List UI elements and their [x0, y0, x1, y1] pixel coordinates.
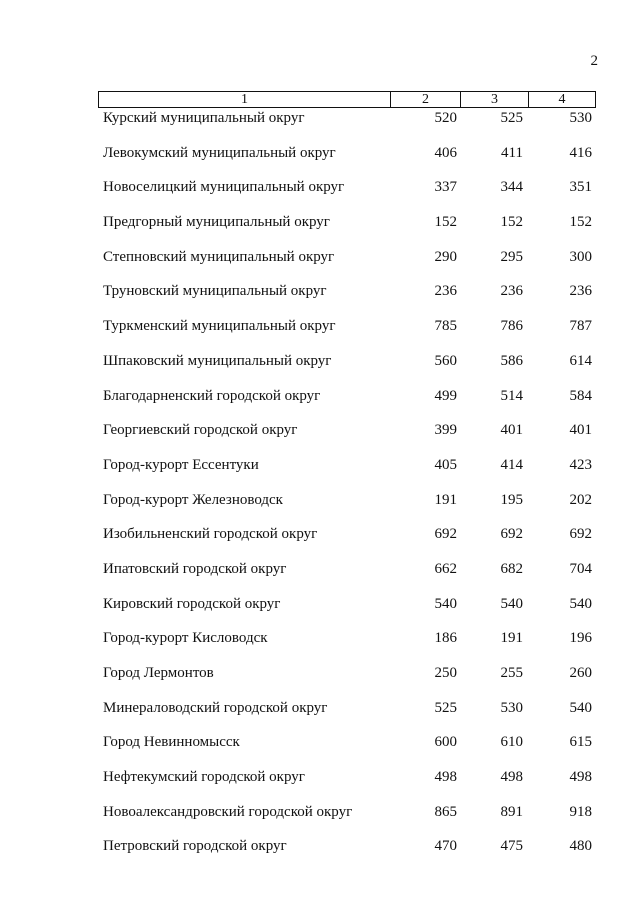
cell-col-4: 787: [569, 318, 592, 335]
cell-col-2: 662: [434, 560, 457, 577]
cell-col-4: 480: [569, 838, 592, 855]
row-name: Ипатовский городской округ: [103, 560, 287, 577]
cell-col-3: 475: [500, 838, 523, 855]
cell-col-4: 540: [569, 699, 592, 716]
cell-col-2: 337: [434, 179, 457, 196]
cell-col-4: 692: [569, 526, 592, 543]
row-name: Город Лермонтов: [103, 665, 214, 681]
row-name: Новоселицкий муниципальный округ: [103, 179, 345, 196]
cell-col-4: 236: [569, 283, 592, 300]
table-row: [0, 561, 640, 596]
cell-col-3: 195: [500, 491, 523, 508]
cell-col-2: 865: [434, 803, 457, 820]
row-name: Петровский городской округ: [103, 838, 287, 855]
cell-col-2: 499: [434, 387, 457, 404]
cell-col-4: 584: [569, 387, 592, 404]
row-name: Изобильненский городской округ: [103, 526, 318, 543]
table-header: [98, 91, 596, 108]
cell-col-4: 152: [569, 214, 592, 231]
table-row: [0, 700, 640, 735]
cell-col-4: 530: [569, 110, 592, 126]
cell-col-2: 236: [434, 283, 457, 300]
cell-col-3: 344: [500, 179, 523, 196]
cell-col-3: 401: [500, 422, 523, 439]
row-name: Левокумский муниципальный округ: [103, 144, 336, 161]
cell-col-2: 152: [434, 214, 457, 231]
table-row: [0, 457, 640, 492]
row-name: Шпаковский муниципальный округ: [103, 352, 332, 369]
row-name: Новоалександровский городской округ: [103, 803, 353, 820]
cell-col-4: 351: [569, 179, 592, 196]
cell-col-3: 152: [500, 214, 523, 231]
cell-col-4: 614: [569, 352, 592, 369]
cell-col-2: 399: [434, 422, 457, 439]
cell-col-2: 186: [434, 630, 457, 647]
cell-col-2: 525: [434, 699, 457, 716]
header-col-1: 1: [99, 92, 391, 107]
cell-col-3: 414: [500, 456, 523, 473]
row-name: Город Невинномысск: [103, 734, 240, 751]
table-row: [0, 492, 640, 527]
cell-col-4: 704: [569, 560, 592, 577]
table-row: [0, 388, 640, 423]
cell-col-4: 615: [569, 734, 592, 751]
cell-col-3: 692: [500, 526, 523, 543]
cell-col-4: 401: [569, 422, 592, 439]
cell-col-3: 540: [500, 595, 523, 612]
cell-col-2: 406: [434, 144, 457, 161]
cell-col-3: 514: [500, 387, 523, 404]
cell-col-4: 498: [569, 769, 592, 786]
cell-col-2: 470: [434, 838, 457, 855]
cell-col-2: 290: [434, 248, 457, 265]
row-name: Город-курорт Ессентуки: [103, 456, 259, 473]
cell-col-3: 411: [501, 144, 523, 161]
cell-col-3: 530: [500, 699, 523, 716]
cell-col-2: 498: [434, 769, 457, 786]
table-row: [0, 145, 640, 180]
row-name: Туркменский муниципальный округ: [103, 318, 336, 335]
cell-col-4: 423: [569, 456, 592, 473]
cell-col-2: 785: [434, 318, 457, 335]
row-name: Степновский муниципальный округ: [103, 248, 335, 265]
table-row: [0, 804, 640, 839]
cell-col-3: 255: [500, 665, 523, 681]
table-row: [0, 353, 640, 388]
cell-col-4: 416: [569, 144, 592, 161]
cell-col-4: 196: [569, 630, 592, 647]
row-name: Благодарненский городской округ: [103, 387, 321, 404]
table-row: [0, 110, 640, 145]
table-row: [0, 179, 640, 214]
cell-col-4: 918: [569, 803, 592, 820]
row-name: Город-курорт Железноводск: [103, 491, 283, 508]
header-col-2: 2: [391, 92, 461, 107]
cell-col-3: 786: [500, 318, 523, 335]
cell-col-4: 260: [569, 665, 592, 681]
cell-col-3: 891: [500, 803, 523, 820]
cell-col-2: 250: [434, 665, 457, 681]
row-name: Кировский городской округ: [103, 595, 281, 612]
header-col-4: 4: [558, 92, 566, 107]
cell-col-2: 692: [434, 526, 457, 543]
table-body: [0, 110, 640, 873]
table-row: [0, 665, 640, 700]
table-row: [0, 526, 640, 561]
table-row: [0, 318, 640, 353]
cell-col-4: 202: [569, 491, 592, 508]
page-number: 2: [590, 53, 598, 69]
row-name: Нефтекумский городской округ: [103, 769, 305, 786]
table-row: [0, 283, 640, 318]
table-row: [0, 630, 640, 665]
table-row: [0, 596, 640, 631]
table-row: [0, 422, 640, 457]
cell-col-2: 560: [434, 352, 457, 369]
cell-col-2: 520: [434, 110, 457, 126]
row-name: Минераловодский городской округ: [103, 699, 328, 716]
cell-col-3: 498: [500, 769, 523, 786]
row-name: Курский муниципальный округ: [103, 110, 305, 126]
cell-col-3: 236: [500, 283, 523, 300]
header-col-3: 3: [461, 92, 529, 107]
row-name: Георгиевский городской округ: [103, 422, 298, 439]
cell-col-4: 540: [569, 595, 592, 612]
table-row: [0, 249, 640, 284]
cell-col-2: 540: [434, 595, 457, 612]
row-name: Предгорный муниципальный округ: [103, 214, 330, 231]
cell-col-3: 295: [500, 248, 523, 265]
cell-col-2: 600: [434, 734, 457, 751]
cell-col-3: 586: [500, 352, 523, 369]
table-row: [0, 214, 640, 249]
cell-col-3: 191: [500, 630, 523, 647]
cell-col-3: 682: [500, 560, 523, 577]
cell-col-4: 300: [569, 248, 592, 265]
cell-col-2: 405: [434, 456, 457, 473]
row-name: Труновский муниципальный округ: [103, 283, 327, 300]
cell-col-2: 191: [434, 491, 457, 508]
cell-col-3: 610: [500, 734, 523, 751]
cell-col-3: 525: [500, 110, 523, 126]
table-row: [0, 838, 640, 873]
table-row: [0, 734, 640, 769]
row-name: Город-курорт Кисловодск: [103, 630, 268, 647]
table-row: [0, 769, 640, 804]
